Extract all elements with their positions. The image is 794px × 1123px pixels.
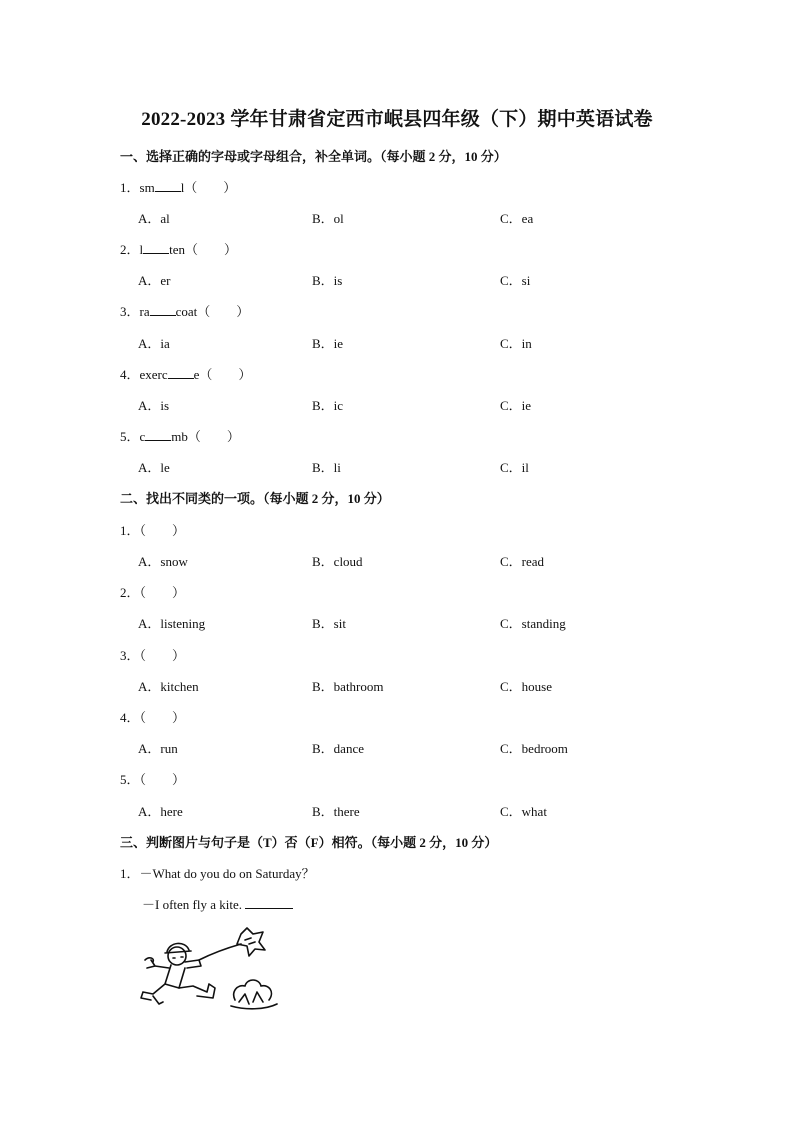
s2-q3-option-c[interactable]: C．house bbox=[500, 679, 553, 694]
s1-q2-option-a[interactable]: A．er bbox=[138, 273, 171, 288]
s2-question-5: 5．（ ） bbox=[120, 772, 186, 787]
s1-q4-option-c[interactable]: C．ie bbox=[500, 398, 532, 413]
s3-q1-line-2: －I often fly a kite. bbox=[142, 894, 293, 913]
s1-question-5: 5．c mb（ ） bbox=[120, 429, 240, 444]
answer-blank[interactable] bbox=[245, 897, 293, 909]
s1-q5-option-c[interactable]: C．il bbox=[500, 460, 529, 475]
s1-q3-option-a[interactable]: A．ia bbox=[138, 336, 170, 351]
s2-q4-option-c[interactable]: C．bedroom bbox=[500, 741, 568, 756]
s1-q3-option-c[interactable]: C．in bbox=[500, 336, 532, 351]
s2-question-2: 2．（ ） bbox=[120, 585, 186, 600]
s1-question-4: 4．exerc e（ ） bbox=[120, 367, 252, 382]
s2-question-1: 1．（ ） bbox=[120, 523, 186, 538]
s1-q2-option-b[interactable]: B．is bbox=[312, 273, 343, 288]
s1-question-1: 1．sm l（ ） bbox=[120, 180, 237, 195]
s2-q2-option-b[interactable]: B．sit bbox=[312, 616, 346, 631]
s1-q1-option-b[interactable]: B．ol bbox=[312, 211, 344, 226]
s3-q1-line-1: 1．－What do you do on Saturday？ bbox=[120, 866, 315, 881]
section-2-heading: 二、找出不同类的一项。（每小题 2 分，10 分） bbox=[120, 491, 390, 506]
s1-q4-option-b[interactable]: B．ic bbox=[312, 398, 344, 413]
s1-q5-option-a[interactable]: A．le bbox=[138, 460, 170, 475]
s1-q1-option-a[interactable]: A．al bbox=[138, 211, 170, 226]
s2-q5-option-c[interactable]: C．what bbox=[500, 804, 547, 819]
s2-question-4: 4．（ ） bbox=[120, 710, 186, 725]
s2-q3-option-a[interactable]: A．kitchen bbox=[138, 679, 199, 694]
s1-question-3: 3．ra coat（ ） bbox=[120, 304, 250, 319]
s2-q3-option-b[interactable]: B．bathroom bbox=[312, 679, 384, 694]
s1-q5-option-b[interactable]: B．li bbox=[312, 460, 341, 475]
s2-q4-option-b[interactable]: B．dance bbox=[312, 741, 364, 756]
s2-q5-option-a[interactable]: A．here bbox=[138, 804, 183, 819]
s2-q1-option-a[interactable]: A．snow bbox=[138, 554, 188, 569]
s2-q1-option-c[interactable]: C．read bbox=[500, 554, 545, 569]
boy-flying-kite-illustration bbox=[135, 922, 285, 1017]
s2-q5-option-b[interactable]: B．there bbox=[312, 804, 360, 819]
s2-question-3: 3．（ ） bbox=[120, 648, 186, 663]
s1-q3-option-b[interactable]: B．ie bbox=[312, 336, 344, 351]
section-1-heading: 一、选择正确的字母或字母组合，补全单词。（每小题 2 分，10 分） bbox=[120, 149, 507, 164]
s2-q4-option-a[interactable]: A．run bbox=[138, 741, 178, 756]
s1-q1-option-c[interactable]: C．ea bbox=[500, 211, 534, 226]
s1-q2-option-c[interactable]: C．si bbox=[500, 273, 531, 288]
s2-q1-option-b[interactable]: B．cloud bbox=[312, 554, 363, 569]
section-3-heading: 三、判断图片与句子是（T）否（F）相符。（每小题 2 分，10 分） bbox=[120, 835, 498, 850]
exam-title: 2022-2023 学年甘肃省定西市岷县四年级（下）期中英语试卷 bbox=[141, 109, 653, 130]
s1-question-2: 2．l ten（ ） bbox=[120, 242, 238, 257]
s2-q2-option-a[interactable]: A．listening bbox=[138, 616, 206, 631]
s2-q2-option-c[interactable]: C．standing bbox=[500, 616, 566, 631]
s1-q4-option-a[interactable]: A．is bbox=[138, 398, 170, 413]
